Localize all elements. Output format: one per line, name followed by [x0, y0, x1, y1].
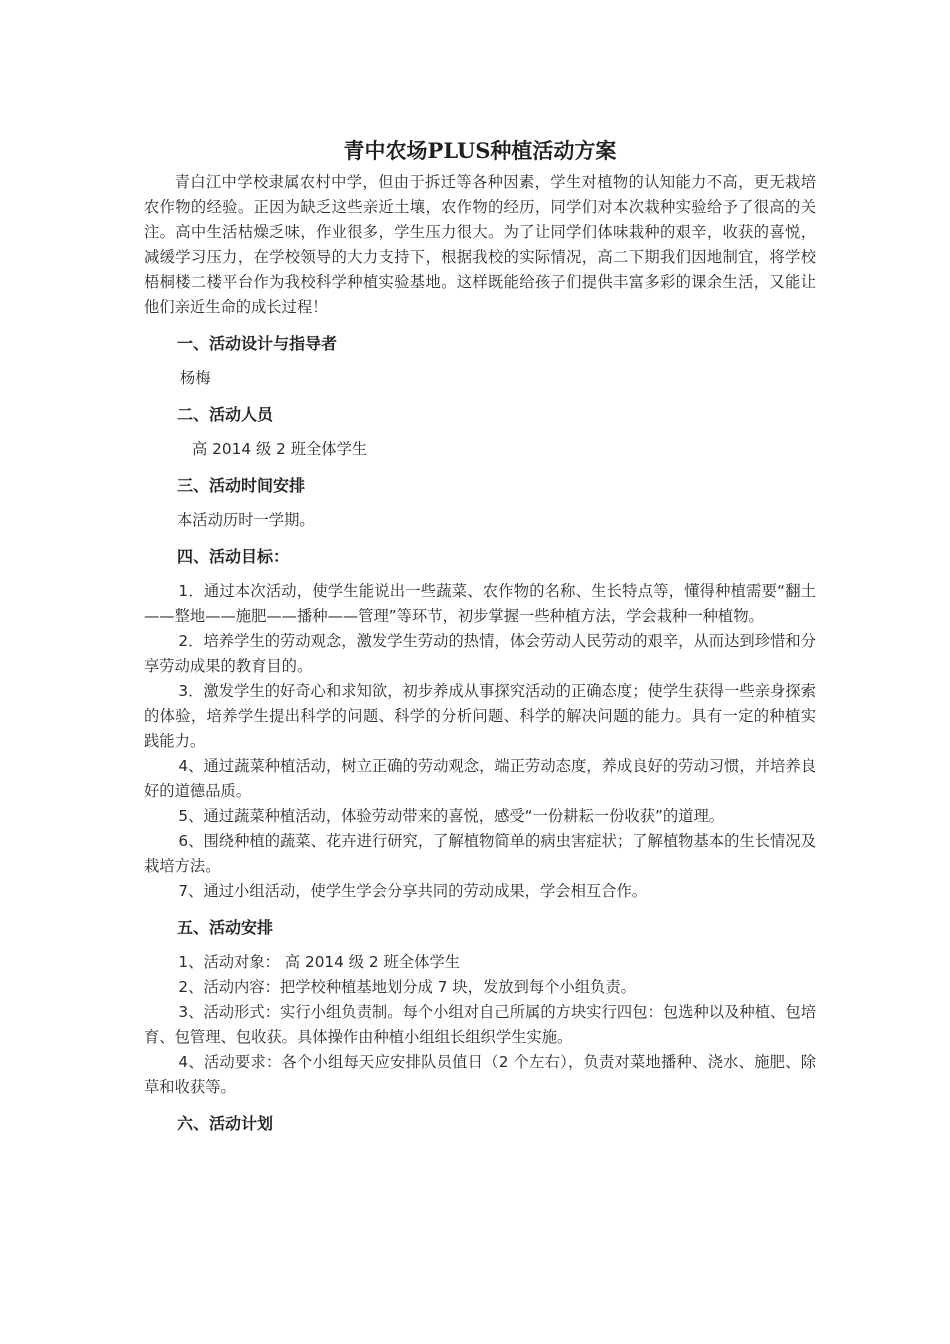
list-item: 1．通过本次活动，使学生能说出一些蔬菜、农作物的名称、生长特点等，懂得种植需要“翻土——整地——施肥——播种——管理”等环节，初步掌握一些种植方法，学会栽种一种植物。: [144, 582, 816, 625]
arrangement-list: [144, 950, 816, 1100]
document-title: 青中农场PLUS种植活动方案: [343, 138, 617, 163]
list-item: 7、通过小组活动，使学生学会分享共同的劳动成果，学会相互合作。: [178, 882, 648, 900]
goals-list: [144, 579, 816, 904]
list-item: 5、通过蔬菜种植活动，体验劳动带来的喜悦，感受“一份耕耘一份收获”的道理。: [178, 807, 725, 825]
list-item: 6、围绕种植的蔬菜、花卉进行研究，了解植物简单的病虫害症状；了解植物基本的生长情况及栽培方法。: [144, 832, 816, 875]
list-item: 3．激发学生的好奇心和求知欲，初步养成从事探究活动的正确态度；使学生获得一些亲身探索的体验，培养学生提出科学的问题、科学的分析问题、科学的解决问题的能力。具有一定的种植实践能力。: [144, 682, 816, 750]
intro-paragraph: 青白江中学校隶属农村中学，但由于拆迁等各种因素，学生对植物的认知能力不高，更无栽培农作物的经验。正因为缺乏这些亲近土壤，农作物的经历，同学们对本次栽种实验给予了很高的关注。高中生活枯燥乏味，作业很多，学生压力很大。为了让同学们体味栽种的艰辛，收获的喜悦，减缓学习压力，在学校领导的大力支持下，根据我校的实际情况，高二下期我们因地制宜，将学校梧桐楼二楼平台作为我校科学种植实验基地。这样既能给孩子们提供丰富多彩的课余生活，又能让他们亲近生命的成长过程！: [144, 173, 816, 316]
list-item: 4、通过蔬菜种植活动，树立正确的劳动观念，端正劳动态度，养成良好的劳动习惯，并培养良好的道德品质。: [144, 757, 816, 800]
list-item: 2．培养学生的劳动观念，激发学生劳动的热情，体会劳动人民劳动的艰辛，从而达到珍惜和分享劳动成果的教育目的。: [144, 632, 816, 675]
schedule-text: 本活动历时一学期。: [177, 511, 315, 529]
designer-name: 杨梅: [180, 369, 211, 387]
list-item: 4、活动要求：各个小组每天应安排队员值日（2 个左右），负责对菜地播种、浇水、施肥、除草和收获等。: [144, 1053, 816, 1096]
list-item: 2、活动内容：把学校种植基地划分成 7 块，发放到每个小组负责。: [178, 978, 636, 996]
section-heading-arrangement: 五、活动安排: [177, 918, 274, 937]
section-heading-goals: 四、活动目标：: [177, 547, 290, 566]
section-heading-designer: 一、活动设计与指导者: [177, 334, 338, 353]
list-item: 3、活动形式：实行小组负责制。每个小组对自己所属的方块实行四包：包选种以及种植、包培育、包管理、包收获。具体操作由种植小组组长组织学生实施。: [144, 1003, 816, 1046]
list-item: 1、活动对象： 高 2014 级 2 班全体学生: [178, 953, 460, 971]
document-page: [144, 134, 816, 1146]
section-heading-plan: 六、活动计划: [177, 1114, 274, 1133]
section-heading-schedule: 三、活动时间安排: [177, 476, 306, 495]
participants-text: 高 2014 级 2 班全体学生: [192, 440, 368, 458]
section-heading-participants: 二、活动人员: [177, 405, 274, 424]
